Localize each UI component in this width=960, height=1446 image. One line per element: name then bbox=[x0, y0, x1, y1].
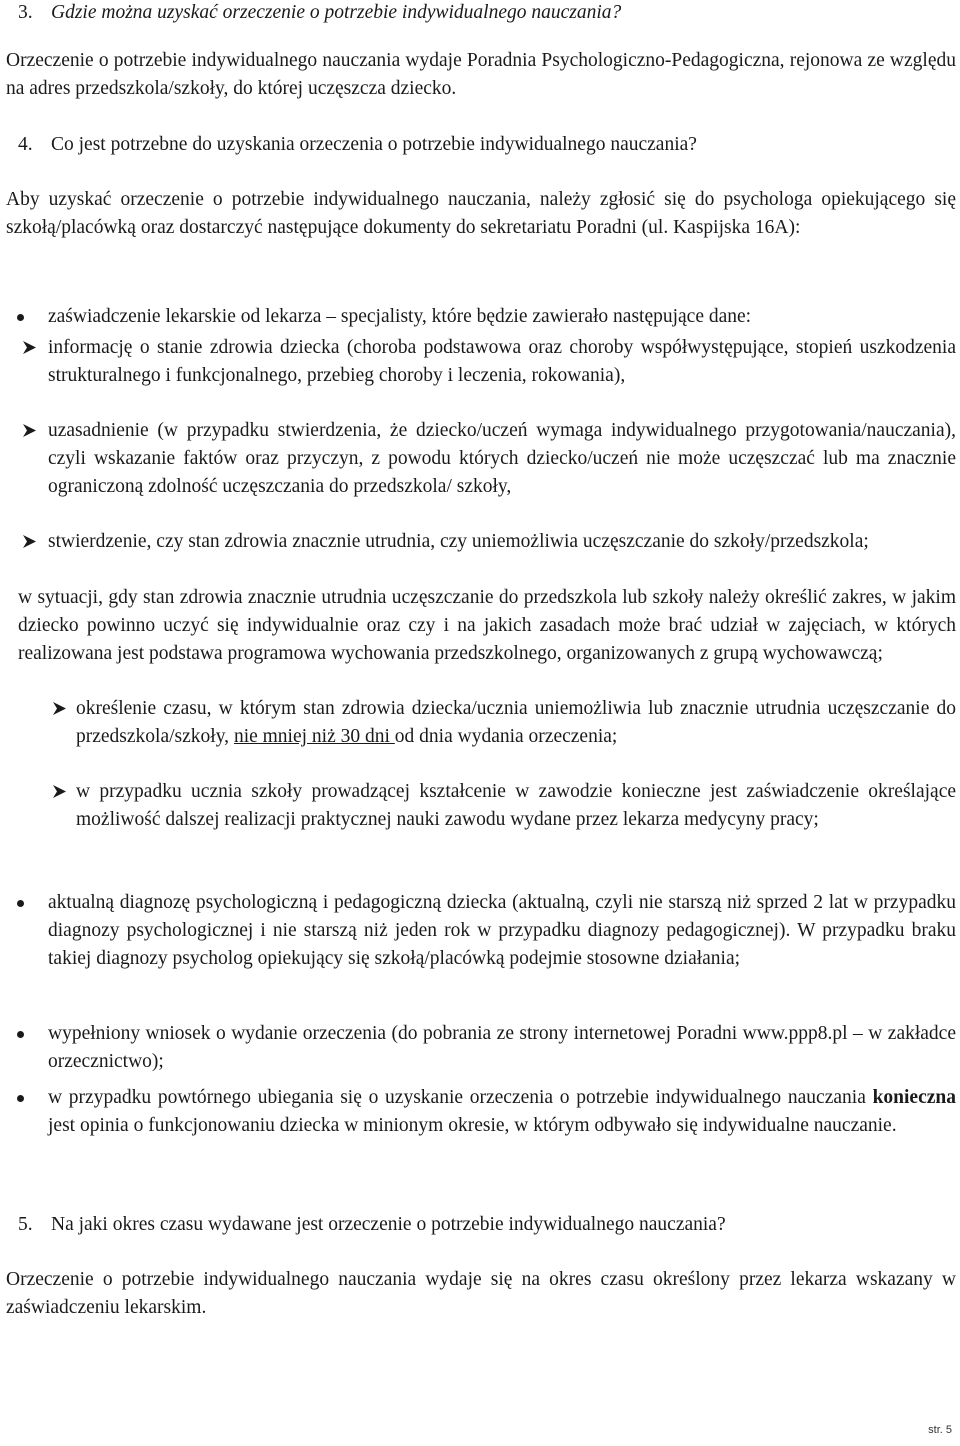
arrow-bullet-icon bbox=[22, 423, 37, 438]
list-item bbox=[6, 528, 956, 556]
bullet-4-part-a: w przypadku powtórnego ubiegania się o uzyskanie orzeczenia o potrzebie indywidualnego nauczania bbox=[48, 1087, 873, 1108]
sub-item-4-text bbox=[76, 695, 956, 751]
sub-item-3-text: stwierdzenie, czy stan zdrowia znacznie utrudnia, czy uniemożliwia uczęszczanie do szkoły/przedszkola; bbox=[48, 531, 869, 552]
list-item bbox=[6, 778, 956, 834]
bullet-2-text: aktualną diagnozę psychologiczną i pedagogiczną dziecka (aktualną, czyli nie starszą niż sprzed 2 lat w przypadku diagnozy psychologicznej i nie starszą niż jeden rok w przypadku diagnozy pedagogicznej). W przypadku braku takiej diagnozy psycholog opiekujący się szkołą/placówką podejmie stosowne działania; bbox=[48, 892, 956, 969]
bullet-dot-icon bbox=[17, 314, 24, 321]
list-item bbox=[6, 1084, 956, 1140]
page-number: str. 5 bbox=[928, 1424, 952, 1436]
sub-item-1-text: informację o stanie zdrowia dziecka (choroba podstawowa oraz choroby współwystępujące, stopień uszkodzenia strukturalnego i funkcjonalnego, przebieg choroby i leczenia, rokowania), bbox=[48, 337, 956, 386]
question-5-text: Na jaki okres czasu wydawane jest orzeczenie o potrzebie indywidualnego nauczania? bbox=[51, 1214, 726, 1235]
question-5-number: 5. bbox=[18, 1214, 33, 1235]
list-item bbox=[6, 303, 956, 331]
list-item bbox=[6, 695, 956, 751]
bullet-4-part-b: jest opinia o funkcjonowaniu dziecka w minionym okresie, w którym odbywało się indywidualne nauczanie. bbox=[48, 1115, 897, 1136]
question-3-heading bbox=[18, 0, 621, 27]
arrow-bullet-icon bbox=[52, 784, 67, 799]
sub-item-4-part-a: określenie czasu, w którym stan zdrowia dziecka/ucznia uniemożliwia lub znacznie utrudnia uczęszczanie do przedszkola/szkoły, bbox=[76, 698, 956, 747]
question-4-number: 4. bbox=[18, 134, 33, 155]
list-item bbox=[6, 334, 956, 390]
arrow-bullet-icon bbox=[22, 534, 37, 549]
bullet-4-text bbox=[48, 1084, 956, 1140]
question-3-text: Gdzie można uzyskać orzeczenie o potrzebie indywidualnego nauczania? bbox=[51, 2, 622, 23]
list-item bbox=[6, 1020, 956, 1076]
question-5-answer: Orzeczenie o potrzebie indywidualnego nauczania wydaje się na okres czasu określony przez lekarza wskazany w zaświadczeniu lekarskim. bbox=[6, 1269, 956, 1318]
question-3-number: 3. bbox=[18, 2, 33, 23]
middle-paragraph: w sytuacji, gdy stan zdrowia znacznie utrudnia uczęszczanie do przedszkola lub szkoły należy określić zakres, w jakim dziecko powinno uczyć się indywidualnie oraz czy i na jakich zasadach może brać udział w zajęciach, w których realizowana jest podstawa programowa wychowania przedszkolnego, organizowanych z grupą wychowawczą; bbox=[18, 587, 956, 664]
list-item bbox=[6, 417, 956, 501]
bullet-dot-icon bbox=[17, 900, 24, 907]
question-3-answer: Orzeczenie o potrzebie indywidualnego nauczania wydaje Poradnia Psychologiczno-Pedagogiczna, rejonowa ze względu na adres przedszkola/szkoły, do której uczęszcza dziecko. bbox=[6, 50, 956, 99]
sub-item-4-underlined: nie mniej niż 30 dni bbox=[233, 726, 395, 747]
arrow-bullet-icon bbox=[22, 340, 37, 355]
bullet-dot-icon bbox=[17, 1031, 24, 1038]
question-4-heading bbox=[18, 131, 697, 159]
question-4-text: Co jest potrzebne do uzyskania orzeczenia o potrzebie indywidualnego nauczania? bbox=[51, 134, 697, 155]
question-5-heading bbox=[18, 1211, 726, 1239]
bullet-dot-icon bbox=[17, 1095, 24, 1102]
bullet-1-text: zaświadczenie lekarskie od lekarza – specjalisty, które będzie zawierało następujące dane: bbox=[48, 306, 752, 327]
sub-item-4-part-b: od dnia wydania orzeczenia; bbox=[394, 726, 618, 747]
question-4-intro: Aby uzyskać orzeczenie o potrzebie indywidualnego nauczania, należy zgłosić się do psychologa opiekującego się szkołą/placówką oraz dostarczyć następujące dokumenty do sekretariatu Poradni (ul. Kaspijska 16A): bbox=[6, 189, 956, 238]
bullet-4-bold: konieczna bbox=[872, 1087, 956, 1108]
list-item bbox=[6, 889, 956, 973]
sub-item-2-text: uzasadnienie (w przypadku stwierdzenia, że dziecko/uczeń wymaga indywidualnego przygotowania/nauczania), czyli wskazanie faktów oraz przyczyn, z powodu których dziecko/uczeń nie może uczęszczać lub ma znacznie ograniczoną zdolność uczęszczania do przedszkola/ szkoły, bbox=[48, 420, 956, 497]
arrow-bullet-icon bbox=[52, 701, 67, 716]
sub-item-5-text: w przypadku ucznia szkoły prowadzącej kształcenie w zawodzie konieczne jest zaświadczenie określające możliwość dalszej realizacji praktycznej nauki zawodu wydane przez lekarza medycyny pracy; bbox=[76, 781, 956, 830]
bullet-3-text: wypełniony wniosek o wydanie orzeczenia (do pobrania ze strony internetowej Poradni www.ppp8.pl – w zakładce orzecznictwo); bbox=[48, 1023, 956, 1072]
